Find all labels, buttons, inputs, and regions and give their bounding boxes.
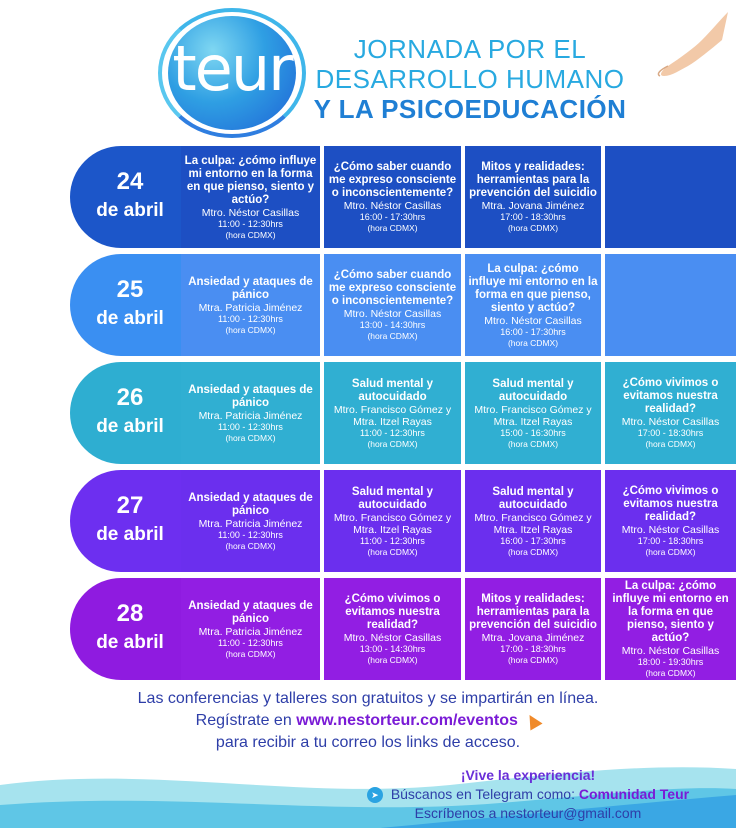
session-time: 16:00 - 17:30hrs [359,212,426,222]
session-speaker: Mtro. Francisco Gómez y Mtra. Itzel Rayas [333,403,452,428]
session-timezone: (hora CDMX) [507,655,559,665]
day-label [70,362,190,464]
day-label [70,146,190,248]
session-timezone: (hora CDMX) [225,229,276,240]
session-title: Mitos y realidades: herramientas para la prevención del suicidio [469,161,597,199]
session-timezone: (hora CDMX) [225,540,276,551]
session-time: 16:00 - 17:30hrs [500,535,566,546]
session-speaker: Mtra. Jovana Jiménez [481,200,585,212]
note-line-1: Las conferencias y talleres son gratuitos y se impartirán en línea. [137,690,599,707]
session-speaker: Mtro. Néstor Casillas [621,416,720,428]
session-title: Ansiedad y ataques de pánico [188,599,313,625]
session-card [324,470,461,572]
day-row-26 [0,362,736,464]
vive-heading: ¡Vive la experiencia! [460,767,596,783]
session-card-empty [605,254,736,356]
session-card [605,362,736,464]
session-speaker: Mtro. Francisco Gómez y Mtra. Itzel Rayas [333,511,452,536]
note-line-2-pre: Regístrate en [195,712,292,729]
session-title: ¿Cómo saber cuando me expreso consciente o inconscientemente? [328,269,457,307]
session-title: Ansiedad y ataques de pánico [188,491,313,517]
session-card [605,578,736,680]
session-timezone: (hora CDMX) [507,337,559,348]
session-time: 11:00 - 12:30hrs [218,313,283,324]
session-title: Ansiedad y ataques de pánico [188,275,313,301]
session-speaker: Mtra. Patricia Jiménez [198,517,303,530]
day-row-27 [0,470,736,572]
session-time: 11:00 - 12:30hrs [218,218,283,229]
session-speaker: Mtro. Néstor Casillas [201,206,300,219]
session-card [465,470,601,572]
session-card [465,254,601,356]
session-speaker: Mtra. Patricia Jiménez [198,301,303,314]
day-month: de abril [96,416,164,437]
session-card [324,254,461,356]
session-card [324,362,461,464]
session-timezone: (hora CDMX) [367,655,418,665]
session-timezone: (hora CDMX) [225,648,276,659]
session-time: 13:00 - 14:30hrs [359,644,426,654]
telegram-community[interactable]: Comunidad Teur [578,786,690,802]
session-time: 13:00 - 14:30hrs [359,320,426,330]
footer-contact [320,766,736,823]
session-title: Salud mental y autocuidado [492,485,574,511]
session-time: 11:00 - 12:30hrs [218,529,283,540]
session-title: Mitos y realidades: herramientas para la prevención del suicidio [469,593,597,631]
session-title: Salud mental y autocuidado [351,485,434,511]
hand-icon [650,10,730,90]
session-timezone: (hora CDMX) [507,223,559,233]
day-row-25 [0,254,736,356]
day-month: de abril [96,524,164,545]
note-line-3: para recibir a tu correo los links de acceso. [215,734,521,751]
session-time: 17:00 - 18:30hrs [500,644,566,654]
session-time: 18:00 - 19:30hrs [637,657,704,667]
title-line-1: JORNADA POR EL [353,34,587,64]
day-number: 27 [116,492,144,519]
session-time: 11:00 - 12:30hrs [218,421,283,432]
session-card [181,362,320,464]
session-speaker: Mtra. Patricia Jiménez [198,409,303,422]
cursor-icon [524,711,543,730]
day-number: 28 [116,600,144,627]
day-number: 24 [116,168,144,195]
session-timezone: (hora CDMX) [367,438,418,449]
day-number: 26 [116,384,144,411]
session-card [465,146,601,248]
session-timezone: (hora CDMX) [225,324,276,335]
session-card [324,146,461,248]
session-timezone: (hora CDMX) [367,223,418,233]
session-timezone: (hora CDMX) [507,546,559,557]
session-speaker: Mtro. Francisco Gómez y Mtra. Itzel Rayas [474,403,592,428]
day-label [70,470,190,572]
session-title: Salud mental y autocuidado [492,377,574,403]
session-timezone: (hora CDMX) [645,439,696,449]
session-title: Salud mental y autocuidado [351,377,434,403]
session-card [324,578,461,680]
session-card [181,146,320,248]
events-link[interactable]: www.nestorteur.com/eventos [296,712,518,729]
note-line-2 [0,710,736,732]
session-title: ¿Cómo vivimos o evitamos nuestra realidad? [622,485,719,523]
session-time: 11:00 - 12:30hrs [360,427,425,438]
registration-note [0,688,736,754]
session-speaker: Mtra. Jovana Jiménez [481,632,585,644]
session-timezone: (hora CDMX) [507,438,559,449]
session-card [181,470,320,572]
session-title: ¿Cómo saber cuando me expreso consciente o inconscientemente? [328,161,457,199]
session-title: La culpa: ¿cómo influye mi entorno en la forma en que pienso, siento y actúo? [612,580,729,644]
telegram-icon: ➤ [367,787,383,803]
session-title: ¿Cómo vivimos o evitamos nuestra realidad? [344,593,441,631]
day-month: de abril [96,200,164,221]
session-time: 11:00 - 12:30hrs [360,535,425,546]
session-card [465,362,601,464]
session-timezone: (hora CDMX) [225,432,276,443]
day-number: 25 [116,276,144,303]
session-title: Ansiedad y ataques de pánico [188,383,313,409]
day-month: de abril [96,308,164,329]
session-card [181,578,320,680]
session-speaker: Mtro. Néstor Casillas [343,200,442,212]
title-line-3: Y LA PSICOEDUCACIÓN [313,94,627,124]
session-card [465,578,601,680]
session-title: La culpa: ¿cómo influye mi entorno en la forma en que pienso, siento y actúo? [184,154,317,206]
session-speaker: Mtra. Patricia Jiménez [198,625,303,638]
day-month: de abril [96,632,164,653]
day-label [70,254,190,356]
day-row-28 [0,578,736,680]
session-timezone: (hora CDMX) [645,668,696,678]
session-timezone: (hora CDMX) [367,331,418,341]
day-row-24 [0,146,736,248]
session-card-empty [605,146,736,248]
session-time: 16:00 - 17:30hrs [500,326,566,337]
session-time: 17:00 - 18:30hrs [637,536,704,546]
session-card [605,470,736,572]
session-speaker: Mtro. Néstor Casillas [343,632,442,644]
session-title: ¿Cómo vivimos o evitamos nuestra realidad? [622,377,719,415]
session-card [181,254,320,356]
session-speaker: Mtro. Néstor Casillas [343,308,442,320]
page-title [300,34,640,124]
session-time: 17:00 - 18:30hrs [500,212,566,222]
session-speaker: Mtro. Néstor Casillas [484,314,582,327]
session-time: 17:00 - 18:30hrs [637,428,704,438]
telegram-line [320,785,736,804]
session-speaker: Mtro. Francisco Gómez y Mtra. Itzel Rayas [474,511,592,536]
day-label [70,578,190,680]
session-speaker: Mtro. Néstor Casillas [621,524,720,536]
session-title: La culpa: ¿cómo influye mi entorno en la forma en que pienso, siento y actúo? [468,262,598,314]
logo-text: teur [172,32,292,105]
email-line: Escríbenos a nestorteur@gmail.com [414,805,642,821]
session-timezone: (hora CDMX) [645,547,696,557]
title-line-2: DESARROLLO HUMANO [315,64,625,94]
telegram-pre: Búscanos en Telegram como: [390,786,575,802]
session-time: 11:00 - 12:30hrs [218,637,283,648]
session-time: 15:00 - 16:30hrs [500,427,566,438]
session-speaker: Mtro. Néstor Casillas [621,645,720,657]
session-timezone: (hora CDMX) [367,546,418,557]
